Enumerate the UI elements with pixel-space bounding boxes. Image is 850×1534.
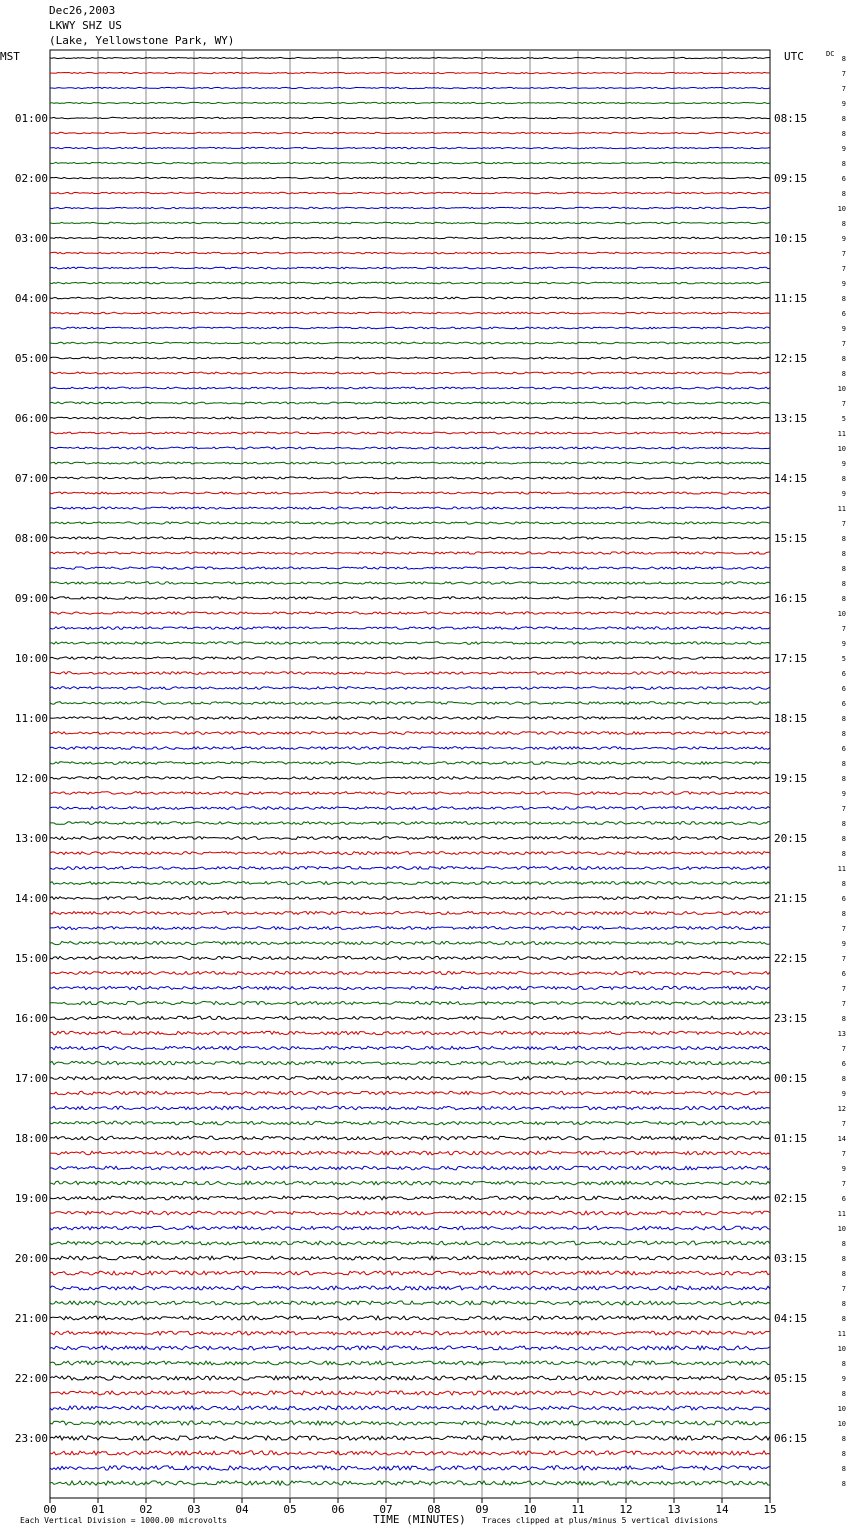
dc-offset-label: 8 [841, 370, 846, 378]
dc-offset-label: 11 [837, 865, 846, 873]
dc-offset-label: 6 [841, 685, 846, 693]
left-hour-label: 09:00 [14, 592, 48, 605]
trace-line [50, 1421, 770, 1425]
trace-line [50, 777, 770, 780]
right-hour-label: 23:15 [774, 1012, 808, 1025]
dc-offset-label: 8 [841, 535, 846, 543]
trace-line [50, 1391, 770, 1395]
right-hour-label: 14:15 [774, 472, 808, 485]
dc-offset-label: 8 [841, 475, 846, 483]
dc-offset-label: 10 [837, 1225, 846, 1233]
trace-line [50, 372, 770, 374]
trace-line [50, 1466, 770, 1470]
left-hour-label: 22:00 [14, 1372, 48, 1385]
dc-offset-label: 8 [841, 550, 846, 558]
dc-offset-label: 7 [841, 1120, 846, 1128]
dc-offset-label: 8 [841, 595, 846, 603]
trace-line [50, 177, 770, 178]
dc-offset-label: 10 [837, 1405, 846, 1413]
trace-line [50, 822, 770, 825]
trace-line [50, 147, 770, 148]
header-station: LKWY SHZ US [49, 19, 122, 32]
right-hour-label: 00:15 [774, 1072, 808, 1085]
trace-line [50, 1016, 770, 1019]
left-hour-label: 23:00 [14, 1432, 48, 1445]
dc-offset-label: 7 [841, 1150, 846, 1158]
left-hour-label: 02:00 [14, 172, 48, 185]
header-location: (Lake, Yellowstone Park, WY) [49, 34, 235, 47]
trace-line [50, 1121, 770, 1125]
trace-line [50, 1331, 770, 1335]
dc-offset-label: 8 [841, 1390, 846, 1398]
trace-line [50, 357, 770, 359]
dc-offset-label: 6 [841, 175, 846, 183]
x-tick-label: 13 [667, 1503, 681, 1516]
right-hour-label: 11:15 [774, 292, 808, 305]
trace-line [50, 222, 770, 224]
trace-line [50, 1166, 770, 1170]
right-hour-label: 04:15 [774, 1312, 808, 1325]
trace-line [50, 672, 770, 675]
x-tick-label: 14 [715, 1503, 729, 1516]
trace-line [50, 1001, 770, 1004]
dc-offset-label: 9 [841, 100, 846, 108]
trace-line [50, 986, 770, 989]
x-tick-label: 05 [283, 1503, 297, 1516]
trace-line [50, 837, 770, 840]
trace-line [50, 1076, 770, 1079]
dc-offset-label: 7 [841, 85, 846, 93]
left-hour-label: 18:00 [14, 1132, 48, 1145]
dc-offset-label: 7 [841, 340, 846, 348]
trace-line [50, 1151, 770, 1155]
trace-line [50, 1271, 770, 1275]
x-tick-label: 15 [763, 1503, 777, 1516]
trace-line [50, 582, 770, 584]
trace-line [50, 492, 770, 494]
left-hour-label: 03:00 [14, 232, 48, 245]
dc-offset-label: 7 [841, 625, 846, 633]
dc-offset-label: 8 [841, 760, 846, 768]
right-hour-label: 18:15 [774, 712, 808, 725]
trace-line [50, 1211, 770, 1215]
trace-line [50, 612, 770, 614]
trace-line [50, 657, 770, 660]
dc-offset-label: 6 [841, 670, 846, 678]
trace-line [50, 1346, 770, 1350]
right-hour-label: 05:15 [774, 1372, 808, 1385]
dc-offset-label: 8 [841, 580, 846, 588]
trace-line [50, 702, 770, 705]
dc-offset-label: 8 [841, 730, 846, 738]
dc-offset-label: 7 [841, 250, 846, 258]
trace-line [50, 852, 770, 855]
trace-line [50, 57, 770, 58]
dc-offset-label: 8 [841, 820, 846, 828]
dc-offset-label: 8 [841, 1270, 846, 1278]
x-tick-label: 06 [331, 1503, 345, 1516]
left-hour-label: 11:00 [14, 712, 48, 725]
left-hour-label: 14:00 [14, 892, 48, 905]
x-tick-label: 08 [427, 1503, 441, 1516]
right-hour-label: 19:15 [774, 772, 808, 785]
trace-line [50, 927, 770, 930]
dc-offset-label: 10 [837, 610, 846, 618]
trace-line [50, 732, 770, 735]
trace-line [50, 941, 770, 944]
trace-line [50, 642, 770, 644]
dc-offset-label: 8 [841, 1435, 846, 1443]
dc-offset-label: 6 [841, 1060, 846, 1068]
trace-line [50, 1451, 770, 1455]
dc-offset-label: 6 [841, 700, 846, 708]
dc-offset-label: 13 [837, 1030, 846, 1038]
dc-offset-label: 12 [837, 1105, 846, 1113]
dc-label: DC [826, 50, 835, 58]
right-hour-label: 03:15 [774, 1252, 808, 1265]
trace-line [50, 267, 770, 269]
right-hour-label: 09:15 [774, 172, 808, 185]
trace-line [50, 117, 770, 118]
left-hour-labels [15, 112, 48, 1445]
trace-line [50, 1301, 770, 1305]
dc-offset-label: 14 [837, 1135, 846, 1143]
left-hour-label: 17:00 [14, 1072, 48, 1085]
dc-offset-label: 8 [841, 1075, 846, 1083]
dc-offset-label: 8 [841, 160, 846, 168]
dc-offset-label: 8 [841, 1300, 846, 1308]
dc-offset-label: 7 [841, 400, 846, 408]
trace-line [50, 552, 770, 554]
trace-line [50, 956, 770, 959]
trace-line [50, 1061, 770, 1064]
trace-line [50, 507, 770, 509]
right-hour-label: 16:15 [774, 592, 808, 605]
trace-line [50, 867, 770, 870]
right-hour-label: 21:15 [774, 892, 808, 905]
dc-offset-label: 9 [841, 940, 846, 948]
header-date: Dec26,2003 [49, 4, 116, 17]
trace-line [50, 1091, 770, 1094]
trace-line [50, 1286, 770, 1290]
trace-line [50, 327, 770, 329]
dc-offset-label: 8 [841, 55, 846, 63]
trace-line [50, 1046, 770, 1049]
right-hour-label: 20:15 [774, 832, 808, 845]
dc-offset-label: 7 [841, 520, 846, 528]
x-tick-label: 01 [91, 1503, 105, 1516]
trace-line [50, 1241, 770, 1245]
dc-offset-label: 7 [841, 70, 846, 78]
dc-offset-label: 11 [837, 505, 846, 513]
right-hour-label: 17:15 [774, 652, 808, 665]
trace-line [50, 1196, 770, 1200]
dc-offset-label: 8 [841, 565, 846, 573]
dc-offset-label: 11 [837, 430, 846, 438]
dc-offset-label: 8 [841, 1480, 846, 1488]
dc-offset-label: 8 [841, 1255, 846, 1263]
trace-line [50, 792, 770, 795]
dc-offset-label: 8 [841, 1465, 846, 1473]
trace-line [50, 897, 770, 900]
right-hour-label: 01:15 [774, 1132, 808, 1145]
trace-line [50, 1406, 770, 1410]
left-hour-label: 10:00 [14, 652, 48, 665]
dc-offset-label: 9 [841, 460, 846, 468]
x-tick-label: 11 [571, 1503, 585, 1516]
left-hour-label: 08:00 [14, 532, 48, 545]
dc-offset-label: 7 [841, 985, 846, 993]
x-tick-label: 09 [475, 1503, 489, 1516]
trace-line [50, 1031, 770, 1034]
dc-offset-label: 9 [841, 640, 846, 648]
trace-line [50, 627, 770, 629]
dc-offset-label: 8 [841, 130, 846, 138]
dc-offset-label: 9 [841, 1090, 846, 1098]
dc-offset-label: 8 [841, 190, 846, 198]
x-tick-label: 04 [235, 1503, 249, 1516]
trace-line [50, 1136, 770, 1140]
dc-offset-label: 8 [841, 1360, 846, 1368]
left-hour-label: 12:00 [14, 772, 48, 785]
x-tick-label: 02 [139, 1503, 153, 1516]
trace-line [50, 807, 770, 810]
trace-line [50, 537, 770, 539]
left-hour-label: 13:00 [14, 832, 48, 845]
dc-offset-label: 7 [841, 265, 846, 273]
trace-line [50, 417, 770, 419]
trace-line [50, 312, 770, 314]
dc-offset-label: 8 [841, 715, 846, 723]
trace-line [50, 132, 770, 133]
dc-offset-labels [838, 55, 846, 1488]
trace-line [50, 762, 770, 765]
dc-offset-label: 9 [841, 145, 846, 153]
dc-offset-label: 9 [841, 235, 846, 243]
left-hour-label: 19:00 [14, 1192, 48, 1205]
dc-offset-label: 7 [841, 1285, 846, 1293]
trace-line [50, 447, 770, 449]
trace-line [50, 1256, 770, 1260]
dc-offset-label: 8 [841, 775, 846, 783]
dc-offset-label: 7 [841, 1045, 846, 1053]
right-hour-label: 08:15 [774, 112, 808, 125]
trace-line [50, 402, 770, 404]
dc-offset-label: 10 [837, 1345, 846, 1353]
dc-offset-label: 7 [841, 1000, 846, 1008]
right-hour-labels [774, 112, 807, 1445]
clip-note: Traces clipped at plus/minus 5 vertical divisions [482, 1516, 719, 1525]
trace-line [50, 192, 770, 193]
right-hour-label: 13:15 [774, 412, 808, 425]
dc-offset-label: 9 [841, 1375, 846, 1383]
left-hour-label: 07:00 [14, 472, 48, 485]
dc-offset-label: 10 [837, 385, 846, 393]
trace-line [50, 477, 770, 479]
left-hour-label: 04:00 [14, 292, 48, 305]
dc-offset-label: 8 [841, 910, 846, 918]
dc-offset-label: 10 [837, 1420, 846, 1428]
trace-line [50, 297, 770, 299]
right-hour-label: 22:15 [774, 952, 808, 965]
dc-offset-label: 7 [841, 925, 846, 933]
dc-offset-label: 8 [841, 355, 846, 363]
trace-line [50, 162, 770, 163]
dc-offset-label: 8 [841, 880, 846, 888]
trace-line [50, 282, 770, 284]
dc-offset-label: 9 [841, 490, 846, 498]
trace-line [50, 687, 770, 690]
left-hour-label: 16:00 [14, 1012, 48, 1025]
right-zone-label: UTC [784, 50, 804, 63]
right-hour-label: 02:15 [774, 1192, 808, 1205]
x-tick-label: 10 [523, 1503, 537, 1516]
right-hour-label: 15:15 [774, 532, 808, 545]
left-hour-label: 15:00 [14, 952, 48, 965]
trace-line [50, 87, 770, 88]
trace-line [50, 1181, 770, 1185]
dc-offset-label: 9 [841, 280, 846, 288]
dc-offset-label: 9 [841, 790, 846, 798]
x-tick-label: 03 [187, 1503, 201, 1516]
left-hour-label: 06:00 [14, 412, 48, 425]
trace-line [50, 207, 770, 209]
dc-offset-label: 8 [841, 835, 846, 843]
left-hour-label: 01:00 [14, 112, 48, 125]
trace-line [50, 102, 770, 103]
x-tick-label: 00 [43, 1503, 57, 1516]
trace-line [50, 462, 770, 464]
x-tick-label: 07 [379, 1503, 393, 1516]
trace-line [50, 1376, 770, 1380]
x-axis-title: TIME (MINUTES) [373, 1513, 466, 1526]
dc-offset-label: 10 [837, 205, 846, 213]
dc-offset-label: 8 [841, 850, 846, 858]
seismic-traces [50, 57, 770, 1485]
trace-line [50, 237, 770, 239]
dc-offset-label: 5 [841, 655, 846, 663]
dc-offset-label: 6 [841, 745, 846, 753]
dc-offset-label: 8 [841, 115, 846, 123]
trace-line [50, 1481, 770, 1485]
dc-offset-label: 6 [841, 895, 846, 903]
right-hour-label: 12:15 [774, 352, 808, 365]
trace-line [50, 882, 770, 885]
dc-offset-label: 11 [837, 1330, 846, 1338]
dc-offset-label: 8 [841, 1240, 846, 1248]
trace-line [50, 432, 770, 434]
dc-offset-label: 9 [841, 1165, 846, 1173]
dc-offset-label: 10 [837, 445, 846, 453]
dc-offset-label: 7 [841, 805, 846, 813]
trace-line [50, 522, 770, 524]
dc-offset-label: 7 [841, 955, 846, 963]
trace-line [50, 597, 770, 599]
trace-line [50, 971, 770, 974]
left-hour-label: 20:00 [14, 1252, 48, 1265]
dc-offset-label: 8 [841, 1315, 846, 1323]
dc-offset-label: 6 [841, 970, 846, 978]
dc-offset-label: 8 [841, 295, 846, 303]
trace-line [50, 1361, 770, 1365]
trace-line [50, 342, 770, 344]
right-hour-label: 10:15 [774, 232, 808, 245]
x-tick-label: 12 [619, 1503, 633, 1516]
trace-line [50, 912, 770, 915]
dc-offset-label: 9 [841, 325, 846, 333]
left-hour-label: 21:00 [14, 1312, 48, 1325]
trace-line [50, 1316, 770, 1320]
trace-line [50, 252, 770, 254]
trace-line [50, 717, 770, 720]
right-hour-label: 06:15 [774, 1432, 808, 1445]
trace-line [50, 387, 770, 389]
dc-offset-label: 6 [841, 310, 846, 318]
trace-line [50, 1436, 770, 1440]
left-zone-label: MST [0, 50, 20, 63]
trace-line [50, 747, 770, 750]
scale-note: Each Vertical Division = 1000.00 microvolts [20, 1516, 228, 1525]
dc-offset-label: 8 [841, 1450, 846, 1458]
dc-offset-label: 8 [841, 220, 846, 228]
left-hour-label: 05:00 [14, 352, 48, 365]
trace-line [50, 1106, 770, 1110]
dc-offset-label: 11 [837, 1210, 846, 1218]
dc-offset-label: 7 [841, 1180, 846, 1188]
dc-offset-label: 8 [841, 1015, 846, 1023]
dc-offset-label: 5 [841, 415, 846, 423]
trace-line [50, 567, 770, 569]
trace-line [50, 72, 770, 73]
trace-line [50, 1226, 770, 1230]
dc-offset-label: 6 [841, 1195, 846, 1203]
